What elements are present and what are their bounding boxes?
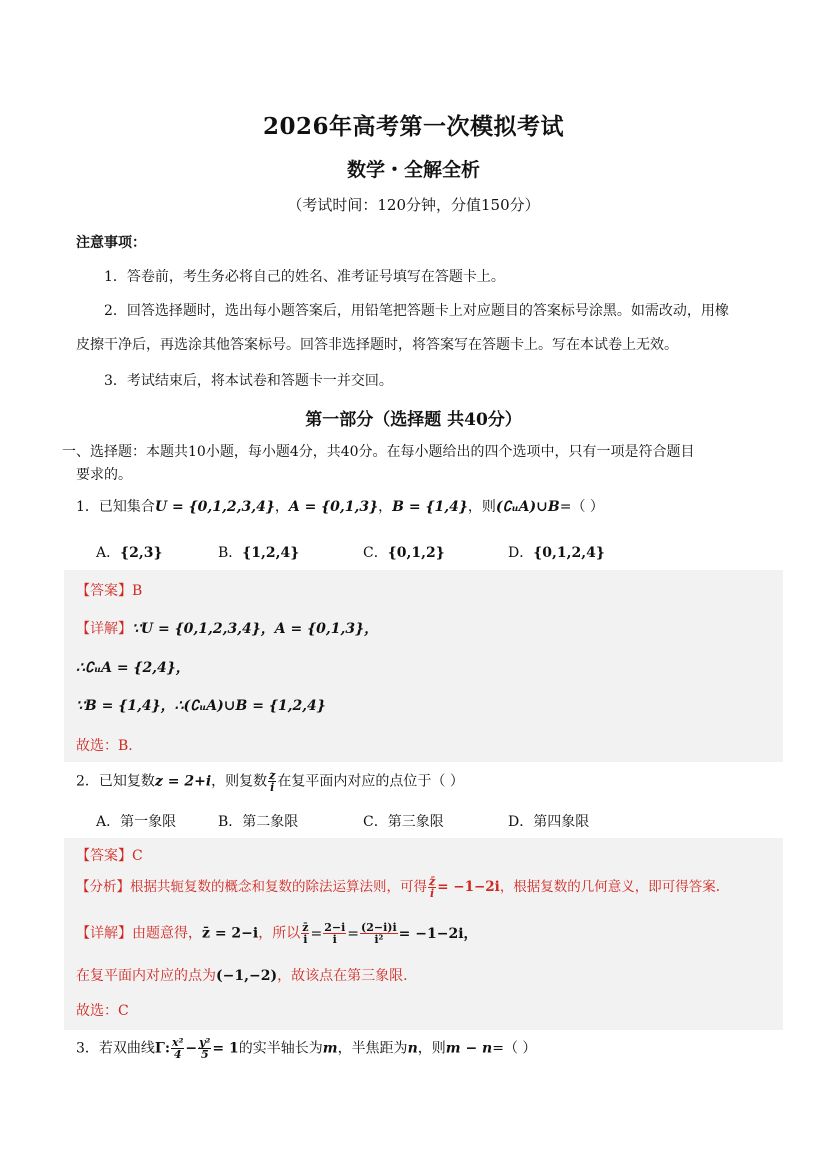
q1-set-b: B = {1,4} [392, 499, 468, 515]
q1-ask-expr: (∁ᵤA)∪B [495, 499, 560, 515]
q1-option-c: C．{0,1,2} [363, 545, 445, 561]
q2-detail: 【详解】由题意得，z̄ = 2−i，所以 $\frac{z̄}{i}$ = $\frac{2-i}{i}$ = $\frac{(2-i)i}{\text{i²}}$ = −1−2i， [76, 921, 478, 946]
q1-option-d: D．{0,1,2,4} [508, 545, 605, 561]
q1-conclusion: 故选：B. [76, 738, 133, 754]
q2-option-a: A．第一象限 [96, 814, 177, 830]
notice-item-1: 1．答卷前，考生务必将自己的姓名、准考证号填写在答题卡上。 [104, 269, 505, 285]
q1-ask-pre: ，则 [467, 499, 496, 515]
q2-answer: 【答案】C [76, 848, 143, 864]
q2-option-b: B．第二象限 [218, 814, 299, 830]
question-3: 3．若双曲线Γ: $\frac{\text{x²}}{4}$ − $\frac{\text{y²}}{5}$ = 1的实半轴长为m，半焦距为n，则m − n=（ ） [76, 1036, 537, 1061]
q2-conclusion: 故选：C [76, 1003, 129, 1019]
question-1 [76, 496, 604, 516]
notice-item-2b: 皮擦干净后，再选涂其他答案标号。回答非选择题时，将答案写在答题卡上。写在本试卷上无效。 [76, 337, 678, 353]
q2-fraction: $\frac{z}{i}$ [269, 769, 276, 794]
section-intro-2: 要求的。 [76, 467, 132, 483]
q1-ask-post: =（ ） [559, 499, 604, 515]
q1-detail-2: ∴∁ᵤA = {2,4}， [76, 660, 190, 676]
q1-set-u: U = {0,1,2,3,4} [154, 499, 275, 515]
q1-detail-1: 【详解】∵U = {0,1,2,3,4}，A = {0,1,3}， [76, 621, 379, 637]
q1-sep-1: ， [274, 499, 289, 515]
q1-detail-3: ∵B = {1,4}，∴(∁ᵤA)∪B = {1,2,4} [76, 698, 326, 714]
exam-info: （考试时间：120分钟，分值150分） [287, 196, 540, 214]
q2-option-d: D．第四象限 [508, 814, 590, 830]
q1-option-a: A．{2,3} [96, 545, 163, 561]
q1-option-b: B．{1,2,4} [218, 545, 300, 561]
q1-prefix: 1．已知集合 [76, 499, 155, 515]
section-title: 第一部分（选择题 共40分） [305, 410, 522, 430]
q2-complex-z: z = 2+i [154, 773, 212, 790]
q1-sep-2: ， [378, 499, 393, 515]
q2-point: 在复平面内对应的点为(−1,−2)，故该点在第三象限. [76, 968, 408, 984]
q2-option-c: C．第三象限 [363, 814, 444, 830]
exam-title: 2026年高考第一次模拟考试 [262, 113, 564, 140]
q1-answer: 【答案】B [76, 583, 143, 599]
q1-set-a: A = {0,1,3} [288, 499, 379, 515]
notice-item-2a: 2．回答选择题时，选出每小题答案后，用铅笔把答题卡上对应题目的答案标号涂黑。如需改动，用橡 [104, 303, 729, 319]
notice-item-3: 3．考试结束后，将本试卷和答题卡一并交回。 [104, 373, 393, 389]
question-2: 2．已知复数z = 2+i，则复数 $\frac{z}{i}$ 在复平面内对应的点位于（ ） [76, 769, 464, 794]
exam-subtitle: 数学・全解全析 [346, 159, 480, 181]
notice-heading: 注意事项： [76, 235, 146, 251]
section-intro-1: 一、选择题：本题共10小题，每小题4分，共40分。在每小题给出的四个选项中，只有一项是符合题目 [62, 444, 695, 460]
q2-analysis: 【分析】根据共轭复数的概念和复数的除法运算法则，可得 $\frac{z̄}{i}$ = −1−2i，根据复数的几何意义，即可得答案. [76, 875, 721, 900]
